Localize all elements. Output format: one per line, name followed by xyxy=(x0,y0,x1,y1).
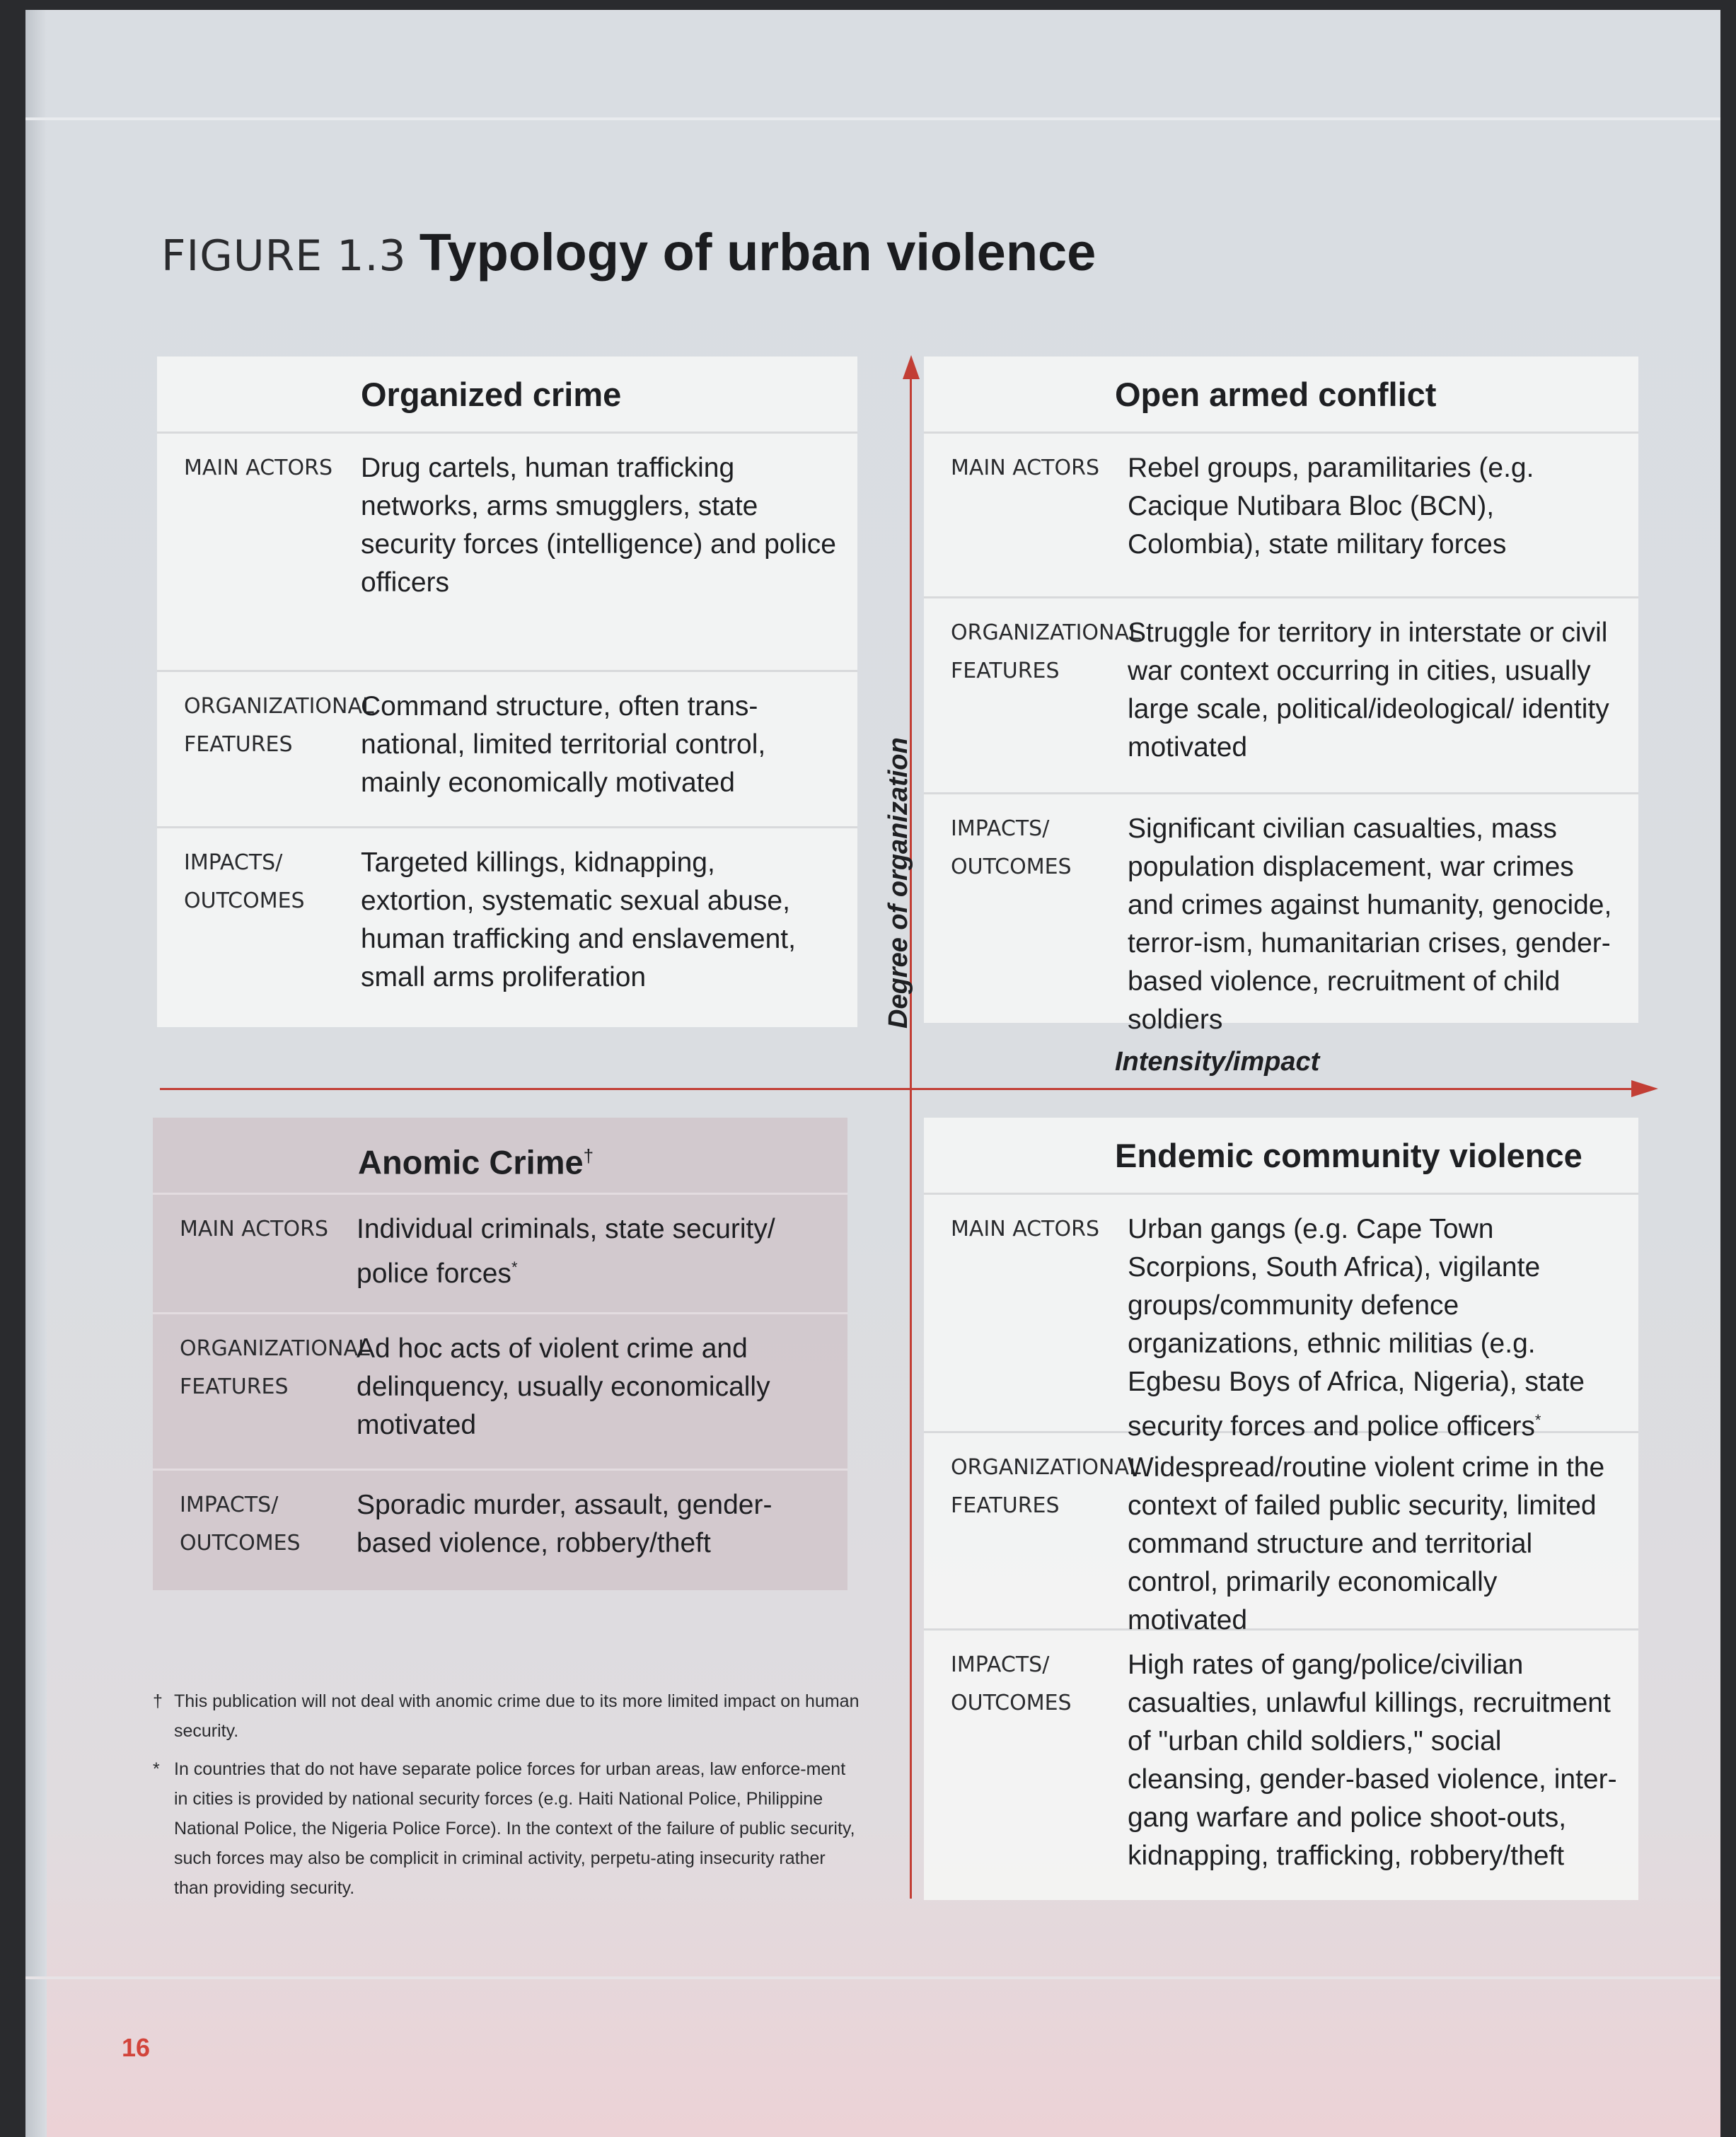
row-label: MAIN ACTORS xyxy=(951,1217,1099,1241)
row-organizational-features xyxy=(153,1314,847,1471)
quadrant-anomic-crime xyxy=(153,1118,847,1590)
figure-heading xyxy=(161,222,1096,282)
row-text xyxy=(357,1210,847,1312)
page-spine xyxy=(25,10,47,2137)
vertical-axis-label: Degree of organization xyxy=(884,737,913,1029)
quadrant-title xyxy=(153,1118,847,1195)
row-text xyxy=(1128,1210,1638,1442)
footnote-text: This publication will not deal with anomic crime due to its more limited impact on human security. xyxy=(174,1691,860,1741)
row-text: High rates of gang/police/civilian casualties, unlawful killings, recruitment of "urban child soldiers," social cleansing, gender-based violence, inter-gang warfare and police shoot-outs, kidnapping, trafficking, robbery/theft xyxy=(1128,1650,1617,1871)
row-label: ORGANIZATIONAL FEATURES xyxy=(180,1336,370,1399)
quadrant-organized-crime xyxy=(157,357,857,1027)
row-organizational-features xyxy=(924,1433,1638,1635)
row-label: MAIN ACTORS xyxy=(180,1217,328,1241)
row-impacts-outcomes xyxy=(153,1471,847,1563)
footnotes xyxy=(153,1686,860,1911)
row-label: MAIN ACTORS xyxy=(951,456,1099,480)
footnote-asterisk xyxy=(153,1754,860,1903)
row-label: MAIN ACTORS xyxy=(184,456,332,480)
row-text: Rebel groups, paramilitaries (e.g. Cacique Nutibara Bloc (BCN), Colombia), state military forces xyxy=(1128,453,1534,560)
quadrant-title: Open armed conflict xyxy=(924,357,1638,434)
arrow-up-icon xyxy=(903,355,920,379)
row-text: Targeted killings, kidnapping, extortion, systematic sexual abuse, human trafficking and enslavement, small arms proliferation xyxy=(361,847,796,992)
row-organizational-features xyxy=(924,598,1638,794)
row-main-actors xyxy=(924,434,1638,598)
row-text: Command structure, often trans-national, limited territorial control, mainly economically motivated xyxy=(361,691,766,798)
asterisk-mark: * xyxy=(1534,1411,1541,1429)
quadrant-open-armed-conflict xyxy=(924,357,1638,1035)
row-label: IMPACTS/ OUTCOMES xyxy=(951,816,1072,879)
horizontal-axis-line xyxy=(160,1088,1638,1090)
row-text: Sporadic murder, assault, gender-based violence, robbery/theft xyxy=(357,1490,772,1558)
row-main-actors xyxy=(157,434,857,672)
figure-title: Typology of urban violence xyxy=(419,223,1096,282)
row-label: IMPACTS/ OUTCOMES xyxy=(951,1652,1072,1715)
footnote-mark: * xyxy=(153,1759,160,1779)
row-label: IMPACTS/ OUTCOMES xyxy=(184,850,305,913)
row-label: ORGANIZATIONAL FEATURES xyxy=(184,694,374,757)
quadrant-title-text: Anomic Crime xyxy=(358,1143,584,1181)
footnote-text: In countries that do not have separate police forces for urban areas, law enforce-ment in cities is provided by national security forces (e.g. Haiti National Police, Philippine National Police, the Nigeria Police Force). In the context of the failure of public security, such forces may also be complicit in criminal activity, perpetu-ating insecurity rather than providing security. xyxy=(174,1759,855,1898)
top-rule xyxy=(25,117,1720,120)
bottom-rule xyxy=(25,1976,1720,1979)
row-text: Significant civilian casualties, mass population displacement, war crimes and crimes against humanity, genocide, terror-ism, humanitarian crises, gender-based violence, recruitment of child soldiers xyxy=(1128,813,1612,1035)
figure-label: FIGURE 1.3 xyxy=(161,231,407,281)
row-main-actors xyxy=(153,1195,847,1314)
quadrant-title: Endemic community violence xyxy=(924,1118,1638,1195)
quadrant-endemic-community-violence xyxy=(924,1118,1638,1900)
horizontal-axis-label: Intensity/impact xyxy=(1115,1047,1320,1077)
row-label: ORGANIZATIONAL FEATURES xyxy=(951,620,1141,683)
row-label: IMPACTS/ OUTCOMES xyxy=(180,1493,301,1556)
quadrant-title: Organized crime xyxy=(157,357,857,434)
arrow-right-icon xyxy=(1631,1080,1658,1097)
vertical-axis-line xyxy=(910,364,912,1899)
asterisk-mark: * xyxy=(511,1258,518,1276)
row-impacts-outcomes xyxy=(924,1631,1638,1875)
row-impacts-outcomes xyxy=(157,828,857,997)
footnote-dagger xyxy=(153,1686,860,1746)
row-impacts-outcomes xyxy=(924,794,1638,1039)
dagger-mark: † xyxy=(583,1145,594,1166)
document-page xyxy=(25,10,1720,2137)
row-label: ORGANIZATIONAL FEATURES xyxy=(951,1455,1141,1518)
row-organizational-features xyxy=(157,672,857,828)
row-text-body: Urban gangs (e.g. Cape Town Scorpions, South Africa), vigilante groups/community defence organizations, ethnic militias (e.g. Egbesu Boys of Africa, Nigeria), state security forces and police officers xyxy=(1128,1214,1585,1442)
page-number: 16 xyxy=(122,2033,151,2062)
footnote-mark: † xyxy=(153,1691,163,1711)
row-text: Widespread/routine violent crime in the context of failed public security, limited command structure and territorial control, primarily economically motivated xyxy=(1128,1452,1605,1635)
row-text: Drug cartels, human trafficking networks, arms smugglers, state security forces (intelligence) and police officers xyxy=(361,453,836,598)
row-text-body: Individual criminals, state security/ police forces xyxy=(357,1214,775,1289)
row-text: Struggle for territory in interstate or civil war context occurring in cities, usually large scale, political/ideological/ identity motivated xyxy=(1128,618,1609,763)
row-text: Ad hoc acts of violent crime and delinquency, usually economically motivated xyxy=(357,1333,770,1440)
row-main-actors xyxy=(924,1195,1638,1442)
